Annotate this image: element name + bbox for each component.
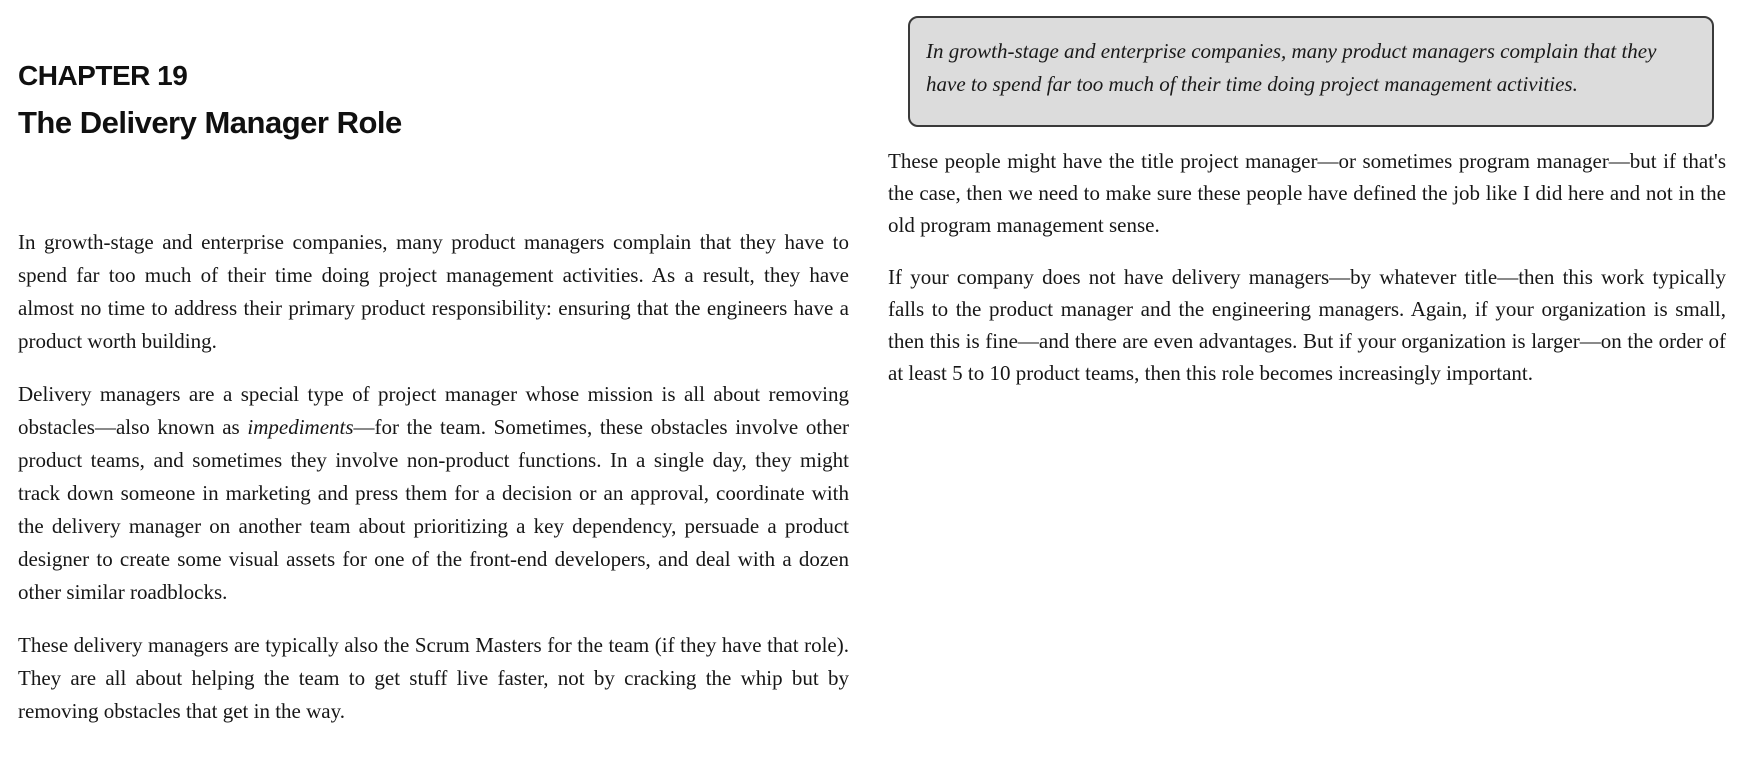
pull-quote-text: In growth-stage and enterprise companies, many product managers complain that they have to spend far too much of their time doing project management activities. <box>926 39 1657 96</box>
paragraph: If your company does not have delivery managers—by whatever title—then this work typically falls to the product manager and the engineering managers. Again, if your organization is small, then this is fine—and there are even advantages. But if your organization is larger—on the order of at least 5 to 10 product teams, then this role becomes increasingly important. <box>888 265 1726 385</box>
paragraph: In growth-stage and enterprise companies, many product managers complain that they have to spend far too much of their time doing project management activities. As a result, they have almost no time to address their primary product responsibility: ensuring that the engineers have a product worth building. <box>18 230 849 353</box>
left-page-column <box>18 0 849 748</box>
pull-quote-box <box>908 16 1714 127</box>
paragraph: These delivery managers are typically also the Scrum Masters for the team (if they have that role). They are all about helping the team to get stuff live faster, not by cracking the whip but by removing obstacles that get in the way. <box>18 633 849 723</box>
italic-term: impediments <box>247 415 354 439</box>
paragraph: These people might have the title project manager—or sometimes program manager—but if that's the case, then we need to make sure these people have defined the job like I did here and not in the old program management sense. <box>888 149 1726 237</box>
paragraph-text: Delivery managers are a special type of project manager whose mission is all about removing obstacles—also known as <box>18 382 849 439</box>
chapter-title: The Delivery Manager Role <box>18 105 402 140</box>
paragraph-text: —for the team. Sometimes, these obstacles involve other product teams, and sometimes they involve non-product functions. In a single day, they might track down someone in marketing and press them for a decision or an approval, coordinate with the delivery manager on another team about prioritizing a key dependency, persuade a product designer to create some visual assets for one of the front-end developers, and deal with a dozen other similar roadblocks. <box>18 415 850 604</box>
chapter-number: CHAPTER 19 <box>18 60 188 91</box>
paragraph <box>18 378 849 609</box>
right-page-column <box>888 0 1726 409</box>
